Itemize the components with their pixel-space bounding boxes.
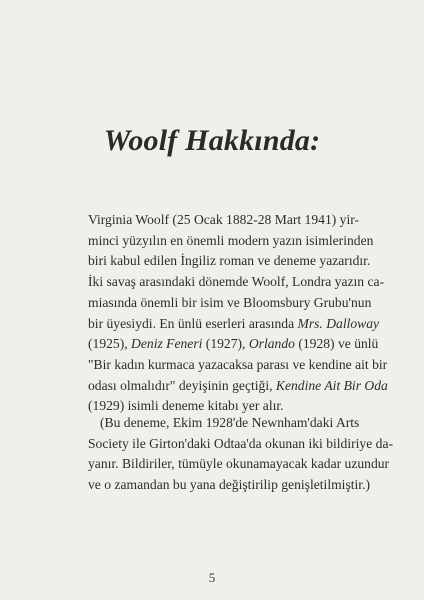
text-line: "Bir kadın kurmaca yazacaksa parası ve kendine ait bir bbox=[88, 356, 388, 372]
page-number: 5 bbox=[208, 570, 216, 585]
text-line: (Bu deneme, Ekim 1928'de Newnham'daki Arts bbox=[100, 415, 360, 430]
page-title: Woolf Hakkında: bbox=[103, 124, 321, 157]
text-line: biri kabul edilen İngiliz roman ve deneme yazarıdır. bbox=[88, 253, 371, 269]
text-segment: odası olmalıdır" deyişinin geçtiği, bbox=[88, 377, 276, 393]
text-segment: (1928) ve ünlü bbox=[294, 336, 379, 352]
text-line: Society ile Girton'daki Odtaa'da okunan iki bildiriye da- bbox=[88, 435, 394, 451]
text-line bbox=[88, 334, 379, 355]
text-segment: (1925), bbox=[88, 336, 132, 352]
text-segment: bir üyesiydi. En ünlü eserleri arasında bbox=[88, 315, 298, 331]
book-title-mrs-dalloway: Mrs. Dalloway bbox=[297, 315, 380, 331]
book-title-deniz-feneri: Deniz Feneri bbox=[131, 336, 203, 352]
text-line: (1929) isimli deneme kitabı yer alır. bbox=[88, 398, 284, 414]
text-line bbox=[88, 376, 388, 397]
text-line bbox=[88, 314, 380, 335]
text-line: yanır. Bildiriler, tümüyle okunamayacak kadar uzundur bbox=[88, 456, 390, 472]
note-paragraph bbox=[88, 413, 394, 496]
biography-paragraph bbox=[88, 210, 388, 417]
book-title-kendine-ait-bir-oda: Kendine Ait Bir Oda bbox=[275, 377, 388, 393]
text-line: minci yüzyılın en önemli modern yazın isimlerinden bbox=[88, 232, 374, 248]
text-line: Virginia Woolf (25 Ocak 1882-28 Mart 1941) yir- bbox=[88, 212, 360, 227]
text-line: miasında önemli bir isim ve Bloomsbury Grubu'nun bbox=[88, 294, 372, 310]
text-line: İki savaş arasındaki dönemde Woolf, Londra yazın ca- bbox=[88, 274, 385, 290]
text-line: ve o zamandan bu yana değiştirilip genişletilmiştir.) bbox=[88, 477, 371, 493]
book-title-orlando: Orlando bbox=[248, 336, 295, 352]
text-segment: (1927), bbox=[202, 336, 249, 352]
